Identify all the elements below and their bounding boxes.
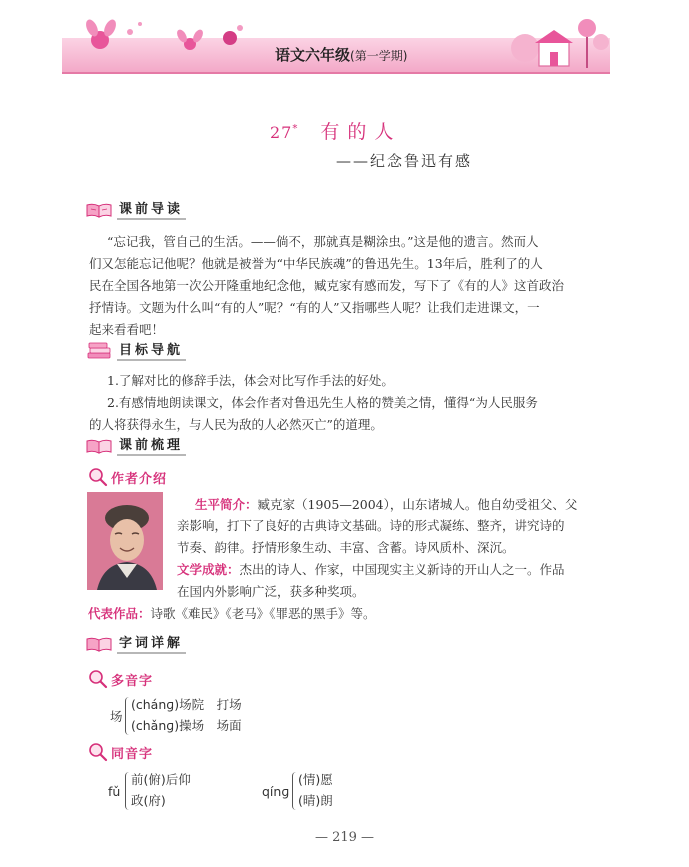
goal-item: 2.有感情地朗读课文，体会作者对鲁迅先生人格的赞美之情，懂得“为人民服务 — [107, 395, 538, 410]
polyphone-reading: (chǎnɡ)操场 场面 — [131, 718, 242, 733]
works-line: 代表作品：诗歌《难民》《老马》《罪恶的黑手》等。 — [88, 606, 376, 621]
achievement-line: 文学成就：杰出的诗人、作家，中国现实主义新诗的开山人之一。作品 — [177, 562, 565, 577]
author-portrait — [87, 492, 163, 590]
intro-line: “忘记我，管自己的生活。——倘不，那就真是糊涂虫。”这是他的遗言。然而人 — [107, 234, 539, 249]
author-intro-heading: 作者介绍 — [88, 467, 167, 487]
open-book-icon — [85, 436, 115, 456]
goal-item: 的人将获得永生，与人民为敌的人必然灭亡”的道理。 — [89, 417, 383, 432]
lesson-name: 有的人 — [320, 121, 402, 143]
polyphone-reading: (chánɡ)场院 打场 — [131, 697, 242, 712]
section-label: 字词详解 — [117, 632, 186, 654]
portrait-illustration-icon — [87, 492, 163, 590]
goals-list — [89, 370, 613, 436]
open-book-icon — [85, 200, 115, 220]
open-book-icon — [85, 634, 115, 654]
book-stack-icon — [85, 341, 115, 361]
magnifier-icon — [88, 669, 108, 689]
bio-line: 生平简介：臧克家（1905—2004），山东诸城人。他自幼受祖父、父 — [195, 497, 578, 512]
bio-label: 生平简介： — [195, 497, 258, 512]
works-label: 代表作品： — [88, 606, 151, 621]
homophone-word: 前(俯)后仰 — [131, 772, 191, 787]
intro-line: 民在全国各地第一次公开隆重地纪念他，臧克家有感而发，写下了《有的人》这首政治 — [89, 278, 565, 293]
homophone-heading: 同音字 — [88, 742, 153, 762]
intro-line: 起来看看吧！ — [89, 322, 165, 337]
lesson-subtitle: ——纪念鲁迅有感 — [336, 152, 473, 170]
book-title: 语文六年级(第一学期) — [275, 46, 408, 64]
homophone-word: (晴)朗 — [298, 793, 333, 808]
bio-line: 节奏、韵律。抒情形象生动、丰富、含蓄。诗风质朴、深沉。 — [177, 540, 515, 555]
page-number: — 219 — — [314, 830, 375, 845]
flower-decoration-icon — [70, 14, 250, 74]
section-review-heading — [85, 434, 186, 456]
achievement-label: 文学成就： — [177, 562, 240, 577]
homophone-pinyin: fǔ — [108, 784, 121, 799]
goal-item: 1.了解对比的修辞手法，体会对比写作手法的好处。 — [107, 373, 394, 388]
page-header — [0, 0, 689, 82]
intro-line: 抒情诗。文题为什么叫“有的人”呢？“有的人”又指哪些人呢？让我们走进课文，一 — [89, 300, 540, 315]
achievement-line: 在国内外影响广泛，获多种奖项。 — [177, 584, 365, 599]
intro-line: 们又怎能忘记他呢？他就是被誉为“中华民族魂”的鲁迅先生。13年后，胜利了的人 — [89, 256, 543, 271]
polyphone-heading: 多音字 — [88, 669, 153, 689]
section-label: 课前导读 — [117, 198, 186, 220]
polyphone-char: 场 — [110, 709, 123, 724]
section-intro-heading — [85, 198, 186, 220]
magnifier-icon — [88, 742, 108, 762]
section-label: 目标导航 — [117, 339, 186, 361]
magnifier-icon — [88, 467, 108, 487]
homophone-pinyin: qínɡ — [262, 784, 290, 799]
lesson-title — [270, 117, 401, 144]
section-label: 课前梳理 — [117, 434, 186, 456]
section-goals-heading — [85, 339, 186, 361]
homophone-word: 政(府) — [131, 793, 166, 808]
section-words-heading — [85, 632, 186, 654]
lesson-number: 27* — [270, 123, 299, 142]
house-decoration-icon — [505, 12, 615, 74]
bio-line: 亲影响，打下了良好的古典诗文基础。诗的形式凝练、整齐，讲究诗的 — [177, 518, 565, 533]
book-subtitle: (第一学期) — [350, 49, 408, 63]
intro-paragraph — [89, 231, 613, 341]
homophone-word: (情)愿 — [298, 772, 333, 787]
